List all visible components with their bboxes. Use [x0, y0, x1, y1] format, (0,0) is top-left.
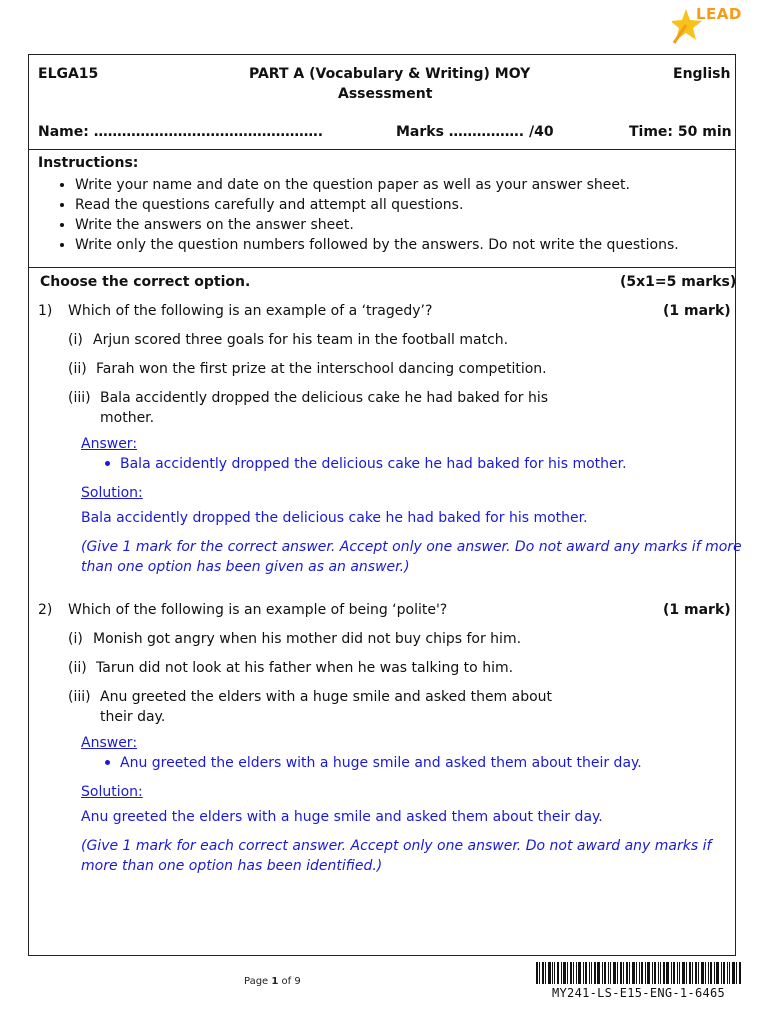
option-text: Monish got angry when his mother did not buy chips for him.: [93, 631, 522, 647]
marking-note: (Give 1 mark for each correct answer. Accept only one answer. Do not award any marks if: [81, 838, 712, 854]
bullet-icon: [105, 760, 110, 765]
section-marks: (5x1=5 marks): [620, 274, 737, 290]
question-paper-frame: [28, 54, 742, 956]
answer-text: Anu greeted the elders with a huge smile and asked them about their day.: [105, 755, 642, 771]
option-label: (iii): [68, 390, 91, 406]
option-text: Anu greeted the elders with a huge smile and asked them about: [100, 689, 553, 705]
marking-note: (Give 1 mark for the correct answer. Accept only one answer. Do not award any marks if more: [81, 539, 742, 555]
option-text: Bala accidently dropped the delicious cake he had baked for his: [100, 390, 549, 406]
instruction-item: • Write the answers on the answer sheet.: [75, 215, 679, 235]
instruction-item: • Read the questions carefully and attempt all questions.: [75, 195, 679, 215]
instructions-box: [29, 149, 735, 268]
option-label: (i): [68, 332, 83, 348]
question-marks: (1 mark): [663, 303, 731, 319]
solution-text: Bala accidently dropped the delicious cake he had baked for his mother.: [81, 510, 588, 526]
option-label: (ii): [68, 660, 87, 676]
paper-code: ELGA15: [38, 66, 99, 82]
bullet-icon: [105, 461, 110, 466]
name-field: Name: ………………………………………….: [38, 124, 324, 140]
instruction-item: • Write your name and date on the question paper as well as your answer sheet.: [75, 175, 679, 195]
logo-text: LEAD: [696, 5, 742, 23]
paper-title-line1: PART A (Vocabulary & Writing) MOY: [249, 66, 531, 82]
question-text: Which of the following is an example of being ‘polite'?: [68, 602, 448, 618]
instructions-title: Instructions:: [38, 155, 139, 171]
time-label: Time: 50 min: [629, 124, 732, 140]
option-text: Tarun did not look at his father when he was talking to him.: [96, 660, 514, 676]
question-number: 2): [38, 602, 53, 618]
marks-field: Marks ……………. /40: [396, 124, 554, 140]
question-text: Which of the following is an example of a ‘tragedy’?: [68, 303, 433, 319]
subject-label: English: [673, 66, 731, 82]
lead-logo: [672, 3, 752, 47]
instructions-list: [51, 175, 679, 255]
answer-label: Answer:: [81, 436, 138, 452]
option-text: Arjun scored three goals for his team in the football match.: [93, 332, 509, 348]
paper-header: [29, 55, 735, 150]
option-text-continued: their day.: [100, 709, 166, 725]
option-text-continued: mother.: [100, 410, 155, 426]
answer-label: Answer:: [81, 735, 138, 751]
solution-label: Solution:: [81, 485, 143, 501]
marking-note-continued: than one option has been given as an answer.): [81, 559, 410, 575]
option-label: (iii): [68, 689, 91, 705]
option-text: Farah won the first prize at the interschool dancing competition.: [96, 361, 547, 377]
solution-label: Solution:: [81, 784, 143, 800]
paper-title-line2: Assessment: [338, 86, 433, 102]
instruction-item: • Write only the question numbers followed by the answers. Do not write the questions.: [75, 235, 679, 255]
answer-text: Bala accidently dropped the delicious cake he had baked for his mother.: [105, 456, 627, 472]
question-marks: (1 mark): [663, 602, 731, 618]
section-title: Choose the correct option.: [40, 274, 251, 290]
question-number: 1): [38, 303, 53, 319]
solution-text: Anu greeted the elders with a huge smile and asked them about their day.: [81, 809, 603, 825]
barcode-icon: [536, 962, 742, 984]
option-label: (ii): [68, 361, 87, 377]
marking-note-continued: more than one option has been identified.): [81, 858, 383, 874]
document-code: MY241-LS-E15-ENG-1-6465: [552, 986, 726, 1000]
page-indicator: Page 1 of 9: [244, 976, 301, 987]
option-label: (i): [68, 631, 83, 647]
